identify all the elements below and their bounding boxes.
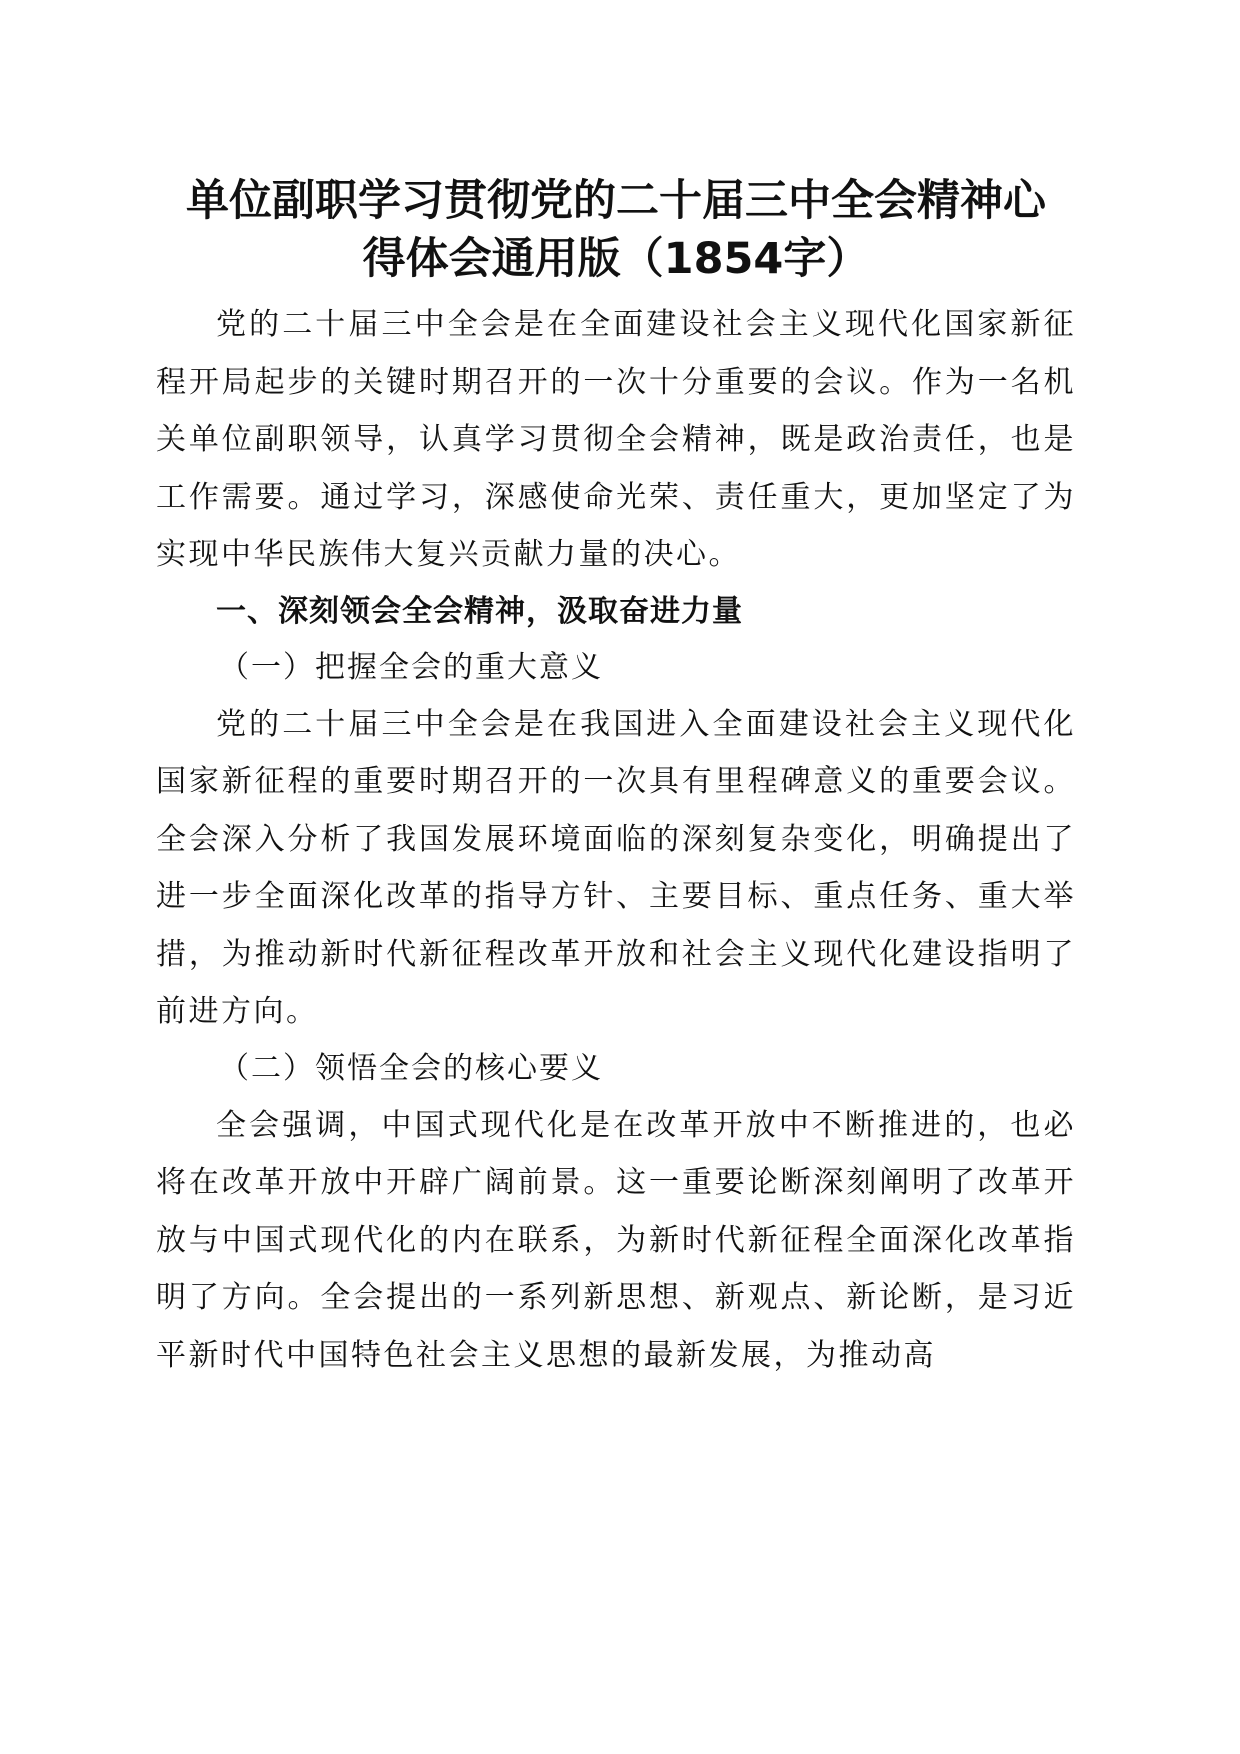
subsection-heading-1: （一）把握全会的重大意义 [219,649,603,685]
document-content [156,172,1076,1384]
intro-paragraph: 党的二十届三中全会是在全面建设社会主义现代化国家新征程开局起步的关键时期召开的一次十分重要的会议。作为一名机关单位副职领导，认真学习贯彻全会精神，既是政治责任，也是工作需要。通过学习，深感使命光荣、责任重大，更加坚定了为实现中华民族伟大复兴贡献力量的决心。 [156,307,1076,572]
title-line-1: 单位副职学习贯彻党的二十届三中全会精神心 [186,176,1046,226]
subsection-heading-2: （二）领悟全会的核心要义 [219,1050,603,1086]
core-meaning-paragraph: 全会强调，中国式现代化是在改革开放中不断推进的，也必将在改革开放中开辟广阔前景。这一重要论断深刻阐明了改革开放与中国式现代化的内在联系，为新时代新征程全面深化改革指明了方向。全会提出的一系列新思想、新观点、新论断，是习近平新时代中国特色社会主义思想的最新发展，为推动高 [156,1107,1076,1373]
section-heading-1: 一、深刻领会全会精神，汲取奋进力量 [216,593,743,629]
document-title [156,172,1076,288]
title-spacer [156,288,1076,296]
title-line-2: 得体会通用版（1854字） [362,234,870,284]
significance-paragraph: 党的二十届三中全会是在我国进入全面建设社会主义现代化国家新征程的重要时期召开的一次具有里程碑意义的重要会议。全会深入分析了我国发展环境面临的深刻复杂变化，明确提出了进一步全面深化改革的指导方针、主要目标、重点任务、重大举措，为推动新时代新征程改革开放和社会主义现代化建设指明了前进方向。 [156,706,1076,1029]
